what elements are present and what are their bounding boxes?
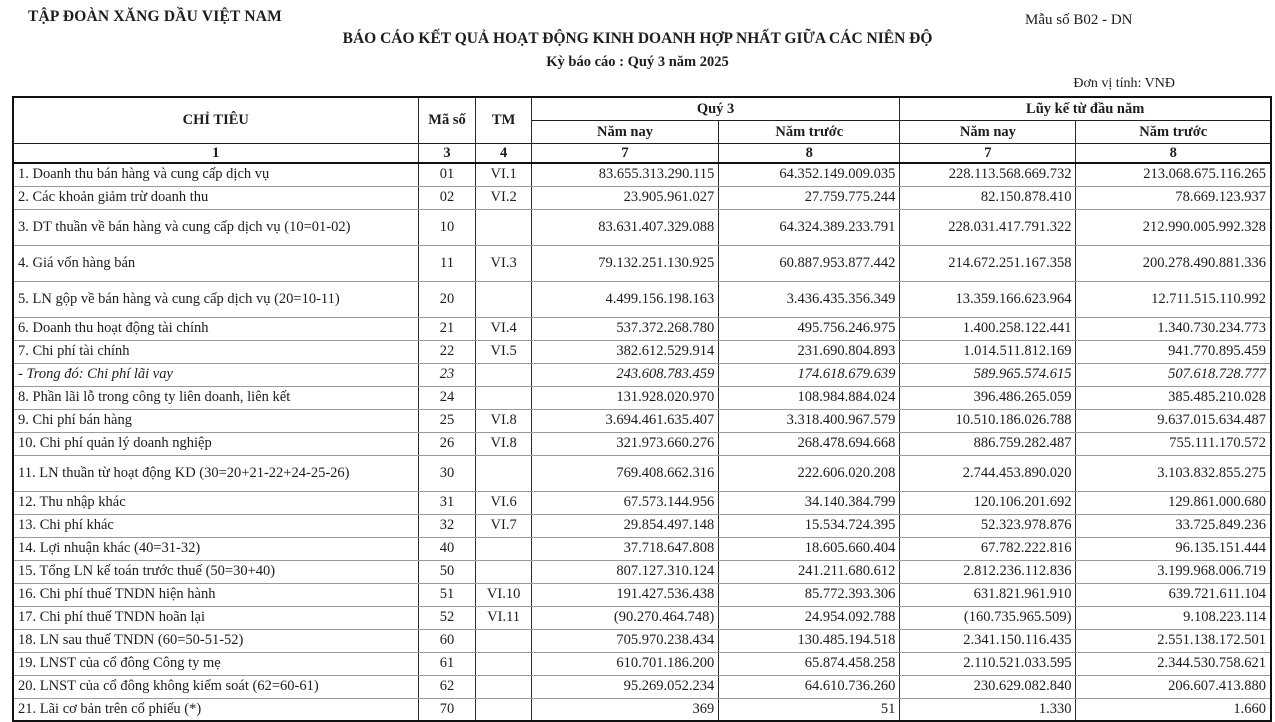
ytd-previous-value-cell: 200.278.490.881.336 xyxy=(1076,245,1271,281)
ytd-current-value-cell: 631.821.961.910 xyxy=(900,583,1076,606)
row-note-cell: VI.1 xyxy=(476,163,531,186)
q3-previous-value-cell: 268.478.694.668 xyxy=(719,432,900,455)
ytd-previous-value-cell: 2.551.138.172.501 xyxy=(1076,629,1271,652)
row-code-cell: 26 xyxy=(418,432,476,455)
row-code-cell: 30 xyxy=(418,455,476,491)
row-code-cell: 25 xyxy=(418,409,476,432)
q3-current-value-cell: 243.608.783.459 xyxy=(531,363,718,386)
q3-current-value-cell: 321.973.660.276 xyxy=(531,432,718,455)
ytd-previous-value-cell: 941.770.895.459 xyxy=(1076,340,1271,363)
q3-previous-value-cell: 85.772.393.306 xyxy=(719,583,900,606)
q3-current-value-cell: 369 xyxy=(531,698,718,721)
row-code-cell: 20 xyxy=(418,281,476,317)
row-label-cell: - Trong đó: Chi phí lãi vay xyxy=(13,363,418,386)
column-index: 8 xyxy=(1076,144,1271,164)
ytd-previous-value-cell: 507.618.728.777 xyxy=(1076,363,1271,386)
ytd-current-value-cell: 13.359.166.623.964 xyxy=(900,281,1076,317)
q3-current-value-cell: 37.718.647.808 xyxy=(531,537,718,560)
q3-current-value-cell: 67.573.144.956 xyxy=(531,491,718,514)
currency-unit-label: Đơn vị tính: VNĐ xyxy=(1073,76,1175,91)
code-header: Mã số xyxy=(418,97,476,144)
ytd-previous-value-cell: 1.340.730.234.773 xyxy=(1076,317,1271,340)
row-label-cell: 12. Thu nhập khác xyxy=(13,491,418,514)
q3-previous-value-cell: 108.984.884.024 xyxy=(719,386,900,409)
q3-previous-value-cell: 231.690.804.893 xyxy=(719,340,900,363)
ytd-previous-value-cell: 78.669.123.937 xyxy=(1076,186,1271,209)
row-note-cell xyxy=(476,281,531,317)
ytd-previous-value-cell: 639.721.611.104 xyxy=(1076,583,1271,606)
table-row xyxy=(13,163,1271,186)
q3-previous-value-cell: 64.352.149.009.035 xyxy=(719,163,900,186)
ytd-previous-value-cell: 755.111.170.572 xyxy=(1076,432,1271,455)
q3-current-value-cell: (90.270.464.748) xyxy=(531,606,718,629)
form-number: Mẫu số B02 - DN xyxy=(1025,12,1133,28)
row-note-cell xyxy=(476,363,531,386)
table-row xyxy=(13,560,1271,583)
row-label-cell: 13. Chi phí khác xyxy=(13,514,418,537)
income-statement-table xyxy=(12,96,1272,722)
ytd-previous-value-cell: 9.637.015.634.487 xyxy=(1076,409,1271,432)
table-row xyxy=(13,186,1271,209)
row-label-cell: 21. Lãi cơ bản trên cổ phiếu (*) xyxy=(13,698,418,721)
row-label-cell: 4. Giá vốn hàng bán xyxy=(13,245,418,281)
q3-current-value-cell: 4.499.156.198.163 xyxy=(531,281,718,317)
q3-previous-value-cell: 27.759.775.244 xyxy=(719,186,900,209)
q3-group-header: Quý 3 xyxy=(531,97,900,121)
row-code-cell: 10 xyxy=(418,209,476,245)
ytd-previous-value-cell: 3.103.832.855.275 xyxy=(1076,455,1271,491)
ytd-current-year-header: Năm nay xyxy=(900,121,1076,144)
row-label-cell: 6. Doanh thu hoạt động tài chính xyxy=(13,317,418,340)
q3-previous-value-cell: 64.610.736.260 xyxy=(719,675,900,698)
table-row xyxy=(13,363,1271,386)
row-code-cell: 31 xyxy=(418,491,476,514)
ytd-previous-value-cell: 212.990.005.992.328 xyxy=(1076,209,1271,245)
row-label-cell: 5. LN gộp về bán hàng và cung cấp dịch vụ (20=10-11) xyxy=(13,281,418,317)
row-label-cell: 7. Chi phí tài chính xyxy=(13,340,418,363)
table-row xyxy=(13,432,1271,455)
q3-current-value-cell: 79.132.251.130.925 xyxy=(531,245,718,281)
row-label-cell: 2. Các khoản giảm trừ doanh thu xyxy=(13,186,418,209)
row-code-cell: 40 xyxy=(418,537,476,560)
ytd-previous-value-cell: 2.344.530.758.621 xyxy=(1076,652,1271,675)
report-period: Kỳ báo cáo : Quý 3 năm 2025 xyxy=(546,54,729,70)
row-label-cell: 20. LNST của cổ đông không kiểm soát (62=60-61) xyxy=(13,675,418,698)
row-label-cell: 10. Chi phí quản lý doanh nghiệp xyxy=(13,432,418,455)
table-row xyxy=(13,209,1271,245)
ytd-current-value-cell: 886.759.282.487 xyxy=(900,432,1076,455)
ytd-current-value-cell: 2.341.150.116.435 xyxy=(900,629,1076,652)
row-label-cell: 14. Lợi nhuận khác (40=31-32) xyxy=(13,537,418,560)
row-note-cell: VI.2 xyxy=(476,186,531,209)
row-note-cell: VI.3 xyxy=(476,245,531,281)
row-note-cell xyxy=(476,652,531,675)
row-label-cell: 9. Chi phí bán hàng xyxy=(13,409,418,432)
q3-current-value-cell: 537.372.268.780 xyxy=(531,317,718,340)
q3-previous-value-cell: 65.874.458.258 xyxy=(719,652,900,675)
ytd-current-value-cell: 214.672.251.167.358 xyxy=(900,245,1076,281)
q3-current-value-cell: 83.655.313.290.115 xyxy=(531,163,718,186)
q3-previous-value-cell: 64.324.389.233.791 xyxy=(719,209,900,245)
table-row xyxy=(13,386,1271,409)
ytd-current-value-cell: 228.113.568.669.732 xyxy=(900,163,1076,186)
table-row xyxy=(13,281,1271,317)
q3-current-value-cell: 29.854.497.148 xyxy=(531,514,718,537)
row-code-cell: 24 xyxy=(418,386,476,409)
ytd-previous-value-cell: 96.135.151.444 xyxy=(1076,537,1271,560)
table-row xyxy=(13,455,1271,491)
q3-previous-value-cell: 130.485.194.518 xyxy=(719,629,900,652)
row-code-cell: 70 xyxy=(418,698,476,721)
table-row xyxy=(13,652,1271,675)
row-code-cell: 50 xyxy=(418,560,476,583)
q3-current-value-cell: 769.408.662.316 xyxy=(531,455,718,491)
ytd-previous-value-cell: 206.607.413.880 xyxy=(1076,675,1271,698)
row-note-cell xyxy=(476,209,531,245)
row-code-cell: 62 xyxy=(418,675,476,698)
ytd-previous-value-cell: 9.108.223.114 xyxy=(1076,606,1271,629)
row-code-cell: 32 xyxy=(418,514,476,537)
column-index-row xyxy=(13,144,1271,164)
row-note-cell: VI.7 xyxy=(476,514,531,537)
q3-current-value-cell: 807.127.310.124 xyxy=(531,560,718,583)
ytd-current-value-cell: 589.965.574.615 xyxy=(900,363,1076,386)
criteria-header: CHỈ TIÊU xyxy=(13,97,418,144)
ytd-previous-value-cell: 3.199.968.006.719 xyxy=(1076,560,1271,583)
column-index: 3 xyxy=(418,144,476,164)
q3-previous-value-cell: 241.211.680.612 xyxy=(719,560,900,583)
row-label-cell: 3. DT thuần về bán hàng và cung cấp dịch vụ (10=01-02) xyxy=(13,209,418,245)
column-index: 7 xyxy=(900,144,1076,164)
row-note-cell xyxy=(476,675,531,698)
q3-previous-value-cell: 34.140.384.799 xyxy=(719,491,900,514)
ytd-previous-value-cell: 1.660 xyxy=(1076,698,1271,721)
q3-previous-value-cell: 174.618.679.639 xyxy=(719,363,900,386)
q3-previous-value-cell: 222.606.020.208 xyxy=(719,455,900,491)
row-label-cell: 16. Chi phí thuế TNDN hiện hành xyxy=(13,583,418,606)
q3-previous-value-cell: 495.756.246.975 xyxy=(719,317,900,340)
ytd-group-header: Lũy kế từ đầu năm xyxy=(900,97,1271,121)
row-note-cell: VI.10 xyxy=(476,583,531,606)
ytd-previous-value-cell: 213.068.675.116.265 xyxy=(1076,163,1271,186)
ytd-current-value-cell: 1.014.511.812.169 xyxy=(900,340,1076,363)
ytd-previous-value-cell: 12.711.515.110.992 xyxy=(1076,281,1271,317)
ytd-current-value-cell: 67.782.222.816 xyxy=(900,537,1076,560)
row-note-cell: VI.4 xyxy=(476,317,531,340)
row-label-cell: 15. Tổng LN kế toán trước thuế (50=30+40) xyxy=(13,560,418,583)
row-code-cell: 51 xyxy=(418,583,476,606)
row-code-cell: 23 xyxy=(418,363,476,386)
row-code-cell: 01 xyxy=(418,163,476,186)
table-row xyxy=(13,340,1271,363)
row-note-cell: VI.8 xyxy=(476,409,531,432)
table-row xyxy=(13,698,1271,721)
row-label-cell: 19. LNST của cổ đông Công ty mẹ xyxy=(13,652,418,675)
table-row xyxy=(13,629,1271,652)
q3-previous-year-header: Năm trước xyxy=(719,121,900,144)
q3-current-year-header: Năm nay xyxy=(531,121,718,144)
row-note-cell xyxy=(476,560,531,583)
row-note-cell: VI.8 xyxy=(476,432,531,455)
table-row xyxy=(13,317,1271,340)
row-note-cell xyxy=(476,629,531,652)
ytd-current-value-cell: 52.323.978.876 xyxy=(900,514,1076,537)
row-note-cell: VI.6 xyxy=(476,491,531,514)
row-label-cell: 11. LN thuần từ hoạt động KD (30=20+21-22+24-25-26) xyxy=(13,455,418,491)
ytd-current-value-cell: 1.400.258.122.441 xyxy=(900,317,1076,340)
table-row xyxy=(13,537,1271,560)
row-code-cell: 21 xyxy=(418,317,476,340)
row-label-cell: 17. Chi phí thuế TNDN hoãn lại xyxy=(13,606,418,629)
column-index: 7 xyxy=(531,144,718,164)
ytd-current-value-cell: 82.150.878.410 xyxy=(900,186,1076,209)
row-code-cell: 60 xyxy=(418,629,476,652)
q3-current-value-cell: 705.970.238.434 xyxy=(531,629,718,652)
ytd-current-value-cell: 2.812.236.112.836 xyxy=(900,560,1076,583)
note-header: TM xyxy=(476,97,531,144)
q3-current-value-cell: 3.694.461.635.407 xyxy=(531,409,718,432)
q3-previous-value-cell: 51 xyxy=(719,698,900,721)
ytd-current-value-cell: 120.106.201.692 xyxy=(900,491,1076,514)
row-code-cell: 52 xyxy=(418,606,476,629)
ytd-current-value-cell: 230.629.082.840 xyxy=(900,675,1076,698)
row-note-cell xyxy=(476,698,531,721)
q3-previous-value-cell: 24.954.092.788 xyxy=(719,606,900,629)
ytd-current-value-cell: 1.330 xyxy=(900,698,1076,721)
row-code-cell: 22 xyxy=(418,340,476,363)
table-row xyxy=(13,514,1271,537)
q3-current-value-cell: 131.928.020.970 xyxy=(531,386,718,409)
q3-previous-value-cell: 15.534.724.395 xyxy=(719,514,900,537)
q3-previous-value-cell: 18.605.660.404 xyxy=(719,537,900,560)
q3-current-value-cell: 83.631.407.329.088 xyxy=(531,209,718,245)
table-row xyxy=(13,491,1271,514)
row-note-cell: VI.11 xyxy=(476,606,531,629)
ytd-current-value-cell: (160.735.965.509) xyxy=(900,606,1076,629)
table-row xyxy=(13,409,1271,432)
ytd-current-value-cell: 2.110.521.033.595 xyxy=(900,652,1076,675)
row-code-cell: 61 xyxy=(418,652,476,675)
ytd-previous-value-cell: 385.485.210.028 xyxy=(1076,386,1271,409)
q3-previous-value-cell: 3.318.400.967.579 xyxy=(719,409,900,432)
ytd-current-value-cell: 2.744.453.890.020 xyxy=(900,455,1076,491)
table-row xyxy=(13,245,1271,281)
ytd-previous-value-cell: 129.861.000.680 xyxy=(1076,491,1271,514)
ytd-current-value-cell: 10.510.186.026.788 xyxy=(900,409,1076,432)
ytd-previous-value-cell: 33.725.849.236 xyxy=(1076,514,1271,537)
row-label-cell: 1. Doanh thu bán hàng và cung cấp dịch vụ xyxy=(13,163,418,186)
q3-current-value-cell: 191.427.536.438 xyxy=(531,583,718,606)
row-note-cell: VI.5 xyxy=(476,340,531,363)
table-row xyxy=(13,606,1271,629)
q3-current-value-cell: 23.905.961.027 xyxy=(531,186,718,209)
row-note-cell xyxy=(476,537,531,560)
q3-current-value-cell: 610.701.186.200 xyxy=(531,652,718,675)
ytd-current-value-cell: 228.031.417.791.322 xyxy=(900,209,1076,245)
row-label-cell: 8. Phần lãi lỗ trong công ty liên doanh, liên kết xyxy=(13,386,418,409)
q3-previous-value-cell: 60.887.953.877.442 xyxy=(719,245,900,281)
row-note-cell xyxy=(476,386,531,409)
row-code-cell: 11 xyxy=(418,245,476,281)
row-label-cell: 18. LN sau thuế TNDN (60=50-51-52) xyxy=(13,629,418,652)
table-row xyxy=(13,583,1271,606)
table-row xyxy=(13,675,1271,698)
row-code-cell: 02 xyxy=(418,186,476,209)
column-index: 8 xyxy=(719,144,900,164)
q3-previous-value-cell: 3.436.435.356.349 xyxy=(719,281,900,317)
column-index: 1 xyxy=(13,144,418,164)
column-index: 4 xyxy=(476,144,531,164)
report-title: BÁO CÁO KẾT QUẢ HOẠT ĐỘNG KINH DOANH HỢP NHẤT GIỮA CÁC NIÊN ĐỘ xyxy=(342,30,933,47)
q3-current-value-cell: 95.269.052.234 xyxy=(531,675,718,698)
ytd-previous-year-header: Năm trước xyxy=(1076,121,1271,144)
row-note-cell xyxy=(476,455,531,491)
q3-current-value-cell: 382.612.529.914 xyxy=(531,340,718,363)
company-name: TẬP ĐOÀN XĂNG DẦU VIỆT NAM xyxy=(28,8,282,25)
ytd-current-value-cell: 396.486.265.059 xyxy=(900,386,1076,409)
